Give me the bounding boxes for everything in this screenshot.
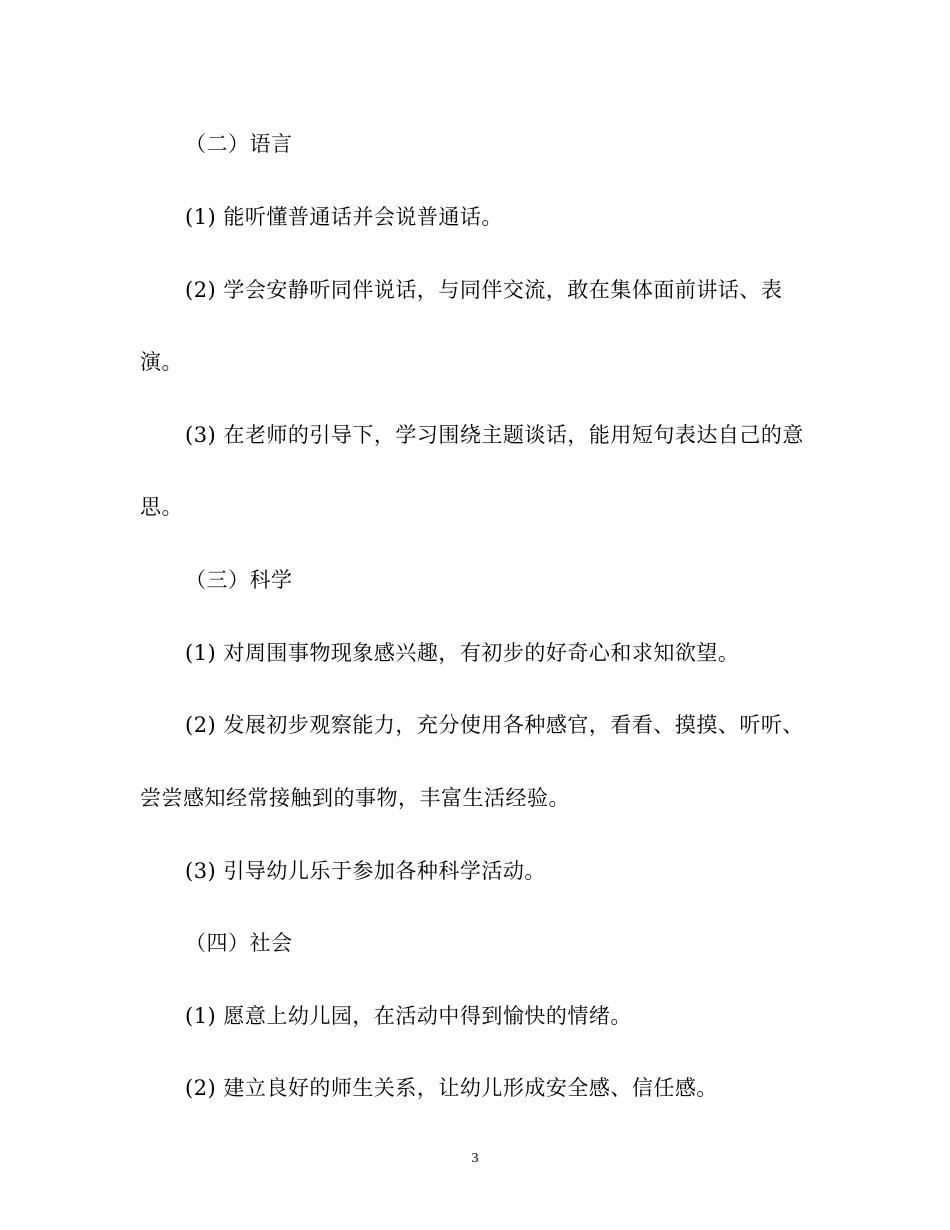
paragraph-line: (2) 学会安静听同伴说话，与同伴交流，敢在集体面前讲话、表 [185,278,783,302]
paragraph-continuation: 思。 [140,495,183,519]
paragraph-line: (1) 能听懂普通话并会说普通话。 [185,205,503,229]
paragraph-line: (3) 引导幼儿乐于参加各种科学活动。 [185,859,546,883]
paragraph-line: (2) 发展初步观察能力，充分使用各种感官，看看、摸摸、听听、 [185,713,804,737]
page-number: 3 [471,1151,479,1166]
paragraph-line: (1) 愿意上幼儿园，在活动中得到愉快的情绪。 [185,1004,632,1028]
paragraph-line: (3) 在老师的引导下，学习围绕主题谈话，能用短句表达自己的意 [185,423,804,447]
section-heading-science: （三）科学 [185,568,293,592]
paragraph-line: (2) 建立良好的师生关系，让幼儿形成安全感、信任感。 [185,1076,718,1100]
section-heading-language: （二）语言 [185,132,293,156]
paragraph-continuation: 演。 [140,350,183,374]
paragraph-line: (1) 对周围事物现象感兴趣，有初步的好奇心和求知欲望。 [185,641,740,665]
paragraph-continuation: 尝尝感知经常接触到的事物，丰富生活经验。 [140,786,570,810]
section-heading-society: （四）社会 [185,931,293,955]
